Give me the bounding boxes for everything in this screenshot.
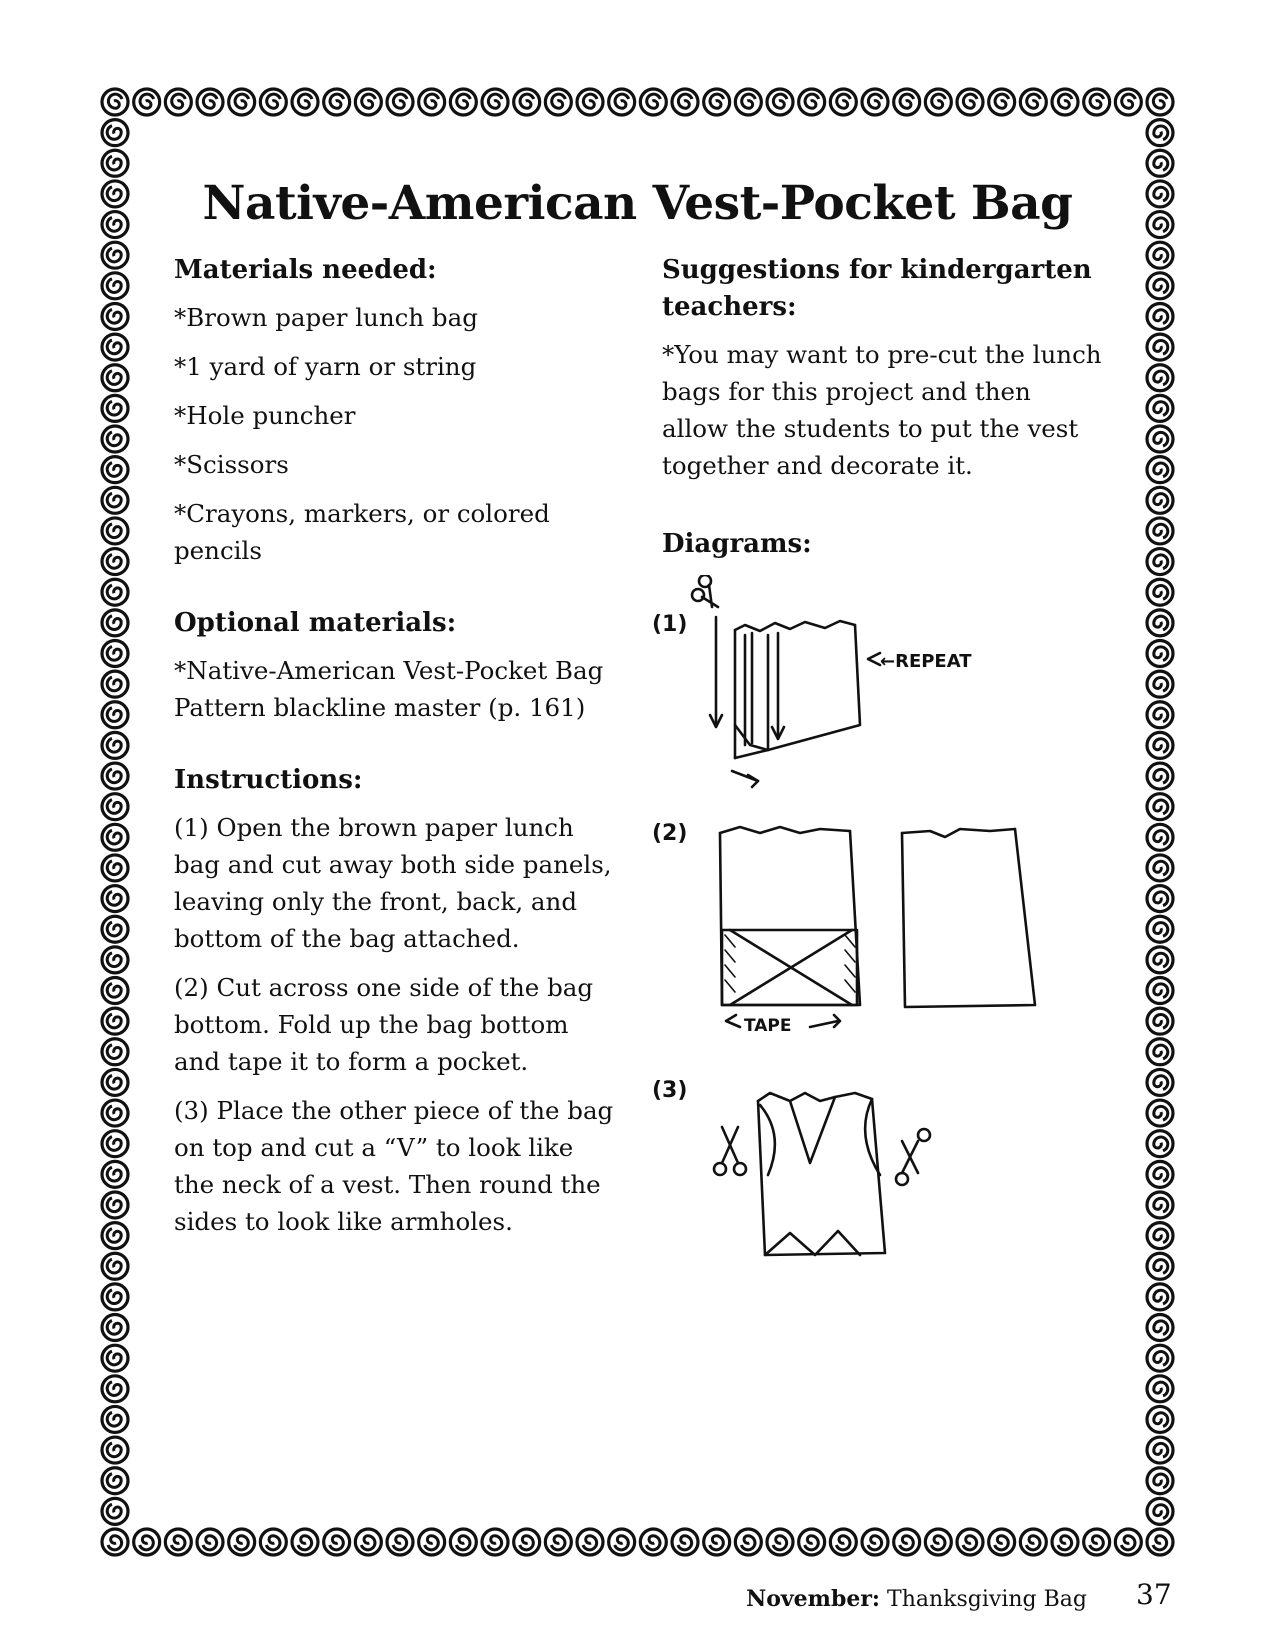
swirl-ornament [102,1039,128,1065]
swirl-ornament [1147,518,1173,544]
optional-material-item: *Native-American Vest-Pocket Bag Pattern blackline master (p. 161) [174,656,604,722]
instruction-diagrams [640,575,1110,1335]
swirl-ornament [419,89,445,115]
instruction-step-3: (3) Place the other piece of the bag on top and cut a “V” to look like the neck of a vest. Then round the sides to look like armholes. [174,1096,614,1236]
swirl-ornament [1147,640,1173,666]
swirl-ornament [1147,947,1173,973]
diagram-1-scissors-icon [692,575,718,607]
swirl-ornament [229,89,255,115]
swirl-ornament [1052,1529,1078,1555]
swirl-ornament [1147,824,1173,850]
swirl-ornament [102,1376,128,1402]
swirl-ornament [102,1284,128,1310]
swirl-ornament [134,1529,160,1555]
swirl-ornament [1147,732,1173,758]
swirl-ornament [1147,1100,1173,1126]
swirl-ornament [102,1315,128,1341]
swirl-ornament [482,1529,508,1555]
swirl-ornament [102,579,128,605]
swirl-ornament [419,1529,445,1555]
right-column [662,252,1102,573]
repeat-arrow-icon [868,653,880,665]
swirl-ornament [102,1008,128,1034]
swirl-ornament [514,89,540,115]
swirl-ornament [102,916,128,942]
swirl-ornament [102,365,128,391]
swirl-ornament [1147,242,1173,268]
swirl-ornament [1147,1406,1173,1432]
swirl-ornament [102,1345,128,1371]
swirl-ornament [450,89,476,115]
swirl-ornament [165,89,191,115]
swirl-ornament [1147,457,1173,483]
swirl-ornament [1147,1437,1173,1463]
swirl-ornament [609,1529,635,1555]
swirl-ornament [767,1529,793,1555]
swirl-ornament [292,1529,318,1555]
swirl-ornament [862,1529,888,1555]
swirl-ornament [704,1529,730,1555]
swirl-ornament [1147,1008,1173,1034]
swirl-ornament [102,242,128,268]
swirl-ornament [1147,395,1173,421]
swirl-ornament [894,89,920,115]
swirl-ornament [1147,1468,1173,1494]
swirl-ornament [1147,1039,1173,1065]
swirl-ornament [102,426,128,452]
diagram-3-vest-icon [758,1093,885,1255]
diagram-3-label: (3) [652,1078,688,1103]
material-item: *Brown paper lunch bag [174,303,478,332]
swirl-ornament [1147,89,1173,115]
material-item: *1 yard of yarn or string [174,352,477,381]
swirl-ornament [1147,579,1173,605]
swirl-ornament [102,549,128,575]
swirl-ornament [957,1529,983,1555]
border-swirls-left [102,120,128,1525]
swirl-ornament [1115,1529,1141,1555]
swirl-ornament [102,1100,128,1126]
swirl-ornament [799,1529,825,1555]
diagram-2-pocket-icon [720,827,860,1027]
swirl-ornament [102,640,128,666]
swirl-ornament [292,89,318,115]
page-title: Native-American Vest-Pocket Bag [202,176,1073,231]
border-swirls-bottom [102,1529,1173,1555]
swirl-ornament [1020,1529,1046,1555]
swirl-ornament [102,1529,128,1555]
swirl-ornament [1147,855,1173,881]
swirl-ornament [1147,794,1173,820]
swirl-ornament [1147,1529,1173,1555]
swirl-ornament [102,1253,128,1279]
swirl-ornament [1147,1345,1173,1371]
swirl-ornament [102,732,128,758]
swirl-ornament [577,1529,603,1555]
swirl-ornament [1147,1223,1173,1249]
swirl-ornament [102,395,128,421]
swirl-ornament [102,1437,128,1463]
swirl-ornament [197,89,223,115]
diagram-1-label: (1) [652,612,688,637]
swirl-ornament [197,1529,223,1555]
diagram-3-left-scissors-icon [714,1127,746,1175]
swirl-ornament [1115,89,1141,115]
footer-topic: Thanksgiving Bag [887,1587,1087,1612]
swirl-ornament [1147,1284,1173,1310]
swirl-ornament [1147,1131,1173,1157]
swirl-ornament [1147,1069,1173,1095]
swirl-ornament [1147,150,1173,176]
border-swirls-top [102,89,1173,115]
diagram-1-bag-icon [710,617,860,787]
swirl-ornament [102,1223,128,1249]
swirl-ornament [1084,1529,1110,1555]
swirl-ornament [102,1131,128,1157]
swirl-ornament [102,457,128,483]
swirl-ornament [767,89,793,115]
swirl-ornament [260,1529,286,1555]
swirl-ornament [1147,886,1173,912]
swirl-ornament [102,273,128,299]
swirl-ornament [609,89,635,115]
footer-section: November: [746,1586,881,1612]
swirl-ornament [1147,487,1173,513]
swirl-ornament [830,89,856,115]
swirl-ornament [450,1529,476,1555]
instructions-heading: Instructions: [174,765,363,795]
diagram-2-back-panel-icon [902,829,1035,1007]
swirl-ornament [102,978,128,1004]
swirl-ornament [704,89,730,115]
swirl-ornament [102,610,128,636]
swirl-ornament [482,89,508,115]
instruction-step-1: (1) Open the brown paper lunch bag and cut away both side panels, leaving only the front, back, and bottom of the bag attached. [174,813,612,953]
swirl-ornament [102,487,128,513]
swirl-ornament [672,89,698,115]
swirl-ornament [1147,303,1173,329]
swirl-ornament [1147,273,1173,299]
diagram-3-right-scissors-icon [896,1129,930,1185]
material-item: *Hole puncher [174,401,356,430]
swirl-ornament [672,1529,698,1555]
swirl-ornament [862,89,888,115]
swirl-ornament [102,150,128,176]
swirl-ornament [102,763,128,789]
swirl-ornament [102,855,128,881]
swirl-ornament [355,89,381,115]
swirl-ornament [799,89,825,115]
swirl-ornament [102,89,128,115]
swirl-ornament [102,1498,128,1524]
swirl-ornament [1084,89,1110,115]
swirl-ornament [387,1529,413,1555]
swirl-ornament [324,1529,350,1555]
swirl-ornament [134,89,160,115]
swirl-ornament [102,947,128,973]
swirl-ornament [102,886,128,912]
swirl-ornament [1147,1498,1173,1524]
swirl-ornament [1147,916,1173,942]
materials-heading: Materials needed: [174,255,437,285]
border-swirls-right [1147,120,1173,1525]
swirl-ornament [1147,549,1173,575]
swirl-ornament [640,89,666,115]
swirl-ornament [102,518,128,544]
swirl-ornament [1052,89,1078,115]
swirl-ornament [324,89,350,115]
suggestions-text: *You may want to pre-cut the lunch bags for this project and then allow the students to put the vest together and decorate it. [662,340,1102,480]
material-item: *Crayons, markers, or colored pencils [174,499,550,565]
swirl-ornament [102,334,128,360]
swirl-ornament [1147,365,1173,391]
swirl-ornament [925,1529,951,1555]
swirl-ornament [514,1529,540,1555]
repeat-label: ←REPEAT [880,651,972,672]
material-item: *Scissors [174,450,289,479]
page-number: 37 [1136,1578,1172,1611]
swirl-ornament [355,1529,381,1555]
swirl-ornament [1147,334,1173,360]
swirl-ornament [102,702,128,728]
swirl-ornament [989,1529,1015,1555]
swirl-ornament [1147,1161,1173,1187]
swirl-ornament [640,1529,666,1555]
swirl-ornament [102,120,128,146]
swirl-ornament [1147,1315,1173,1341]
swirl-ornament [1147,978,1173,1004]
swirl-ornament [1147,702,1173,728]
swirl-ornament [1147,1376,1173,1402]
swirl-ornament [102,1192,128,1218]
swirl-ornament [260,89,286,115]
swirl-ornament [735,1529,761,1555]
swirl-ornament [102,794,128,820]
swirl-ornament [1147,671,1173,697]
swirl-ornament [1147,1253,1173,1279]
swirl-ornament [989,89,1015,115]
swirl-ornament [102,1406,128,1432]
swirl-ornament [545,1529,571,1555]
swirl-ornament [387,89,413,115]
left-column [174,252,614,1252]
swirl-ornament [1147,763,1173,789]
swirl-ornament [735,89,761,115]
swirl-ornament [894,1529,920,1555]
page-footer [746,1586,1087,1612]
swirl-ornament [102,1069,128,1095]
swirl-ornament [830,1529,856,1555]
swirl-ornament [1147,1192,1173,1218]
swirl-ornament [1147,120,1173,146]
suggestions-heading: Suggestions for kindergarten teachers: [662,255,1092,322]
swirl-ornament [102,1161,128,1187]
swirl-ornament [102,671,128,697]
optional-materials-heading: Optional materials: [174,608,457,638]
swirl-ornament [1147,426,1173,452]
instruction-step-2: (2) Cut across one side of the bag bottom. Fold up the bag bottom and tape it to form a pocket. [174,973,594,1076]
swirl-ornament [102,824,128,850]
swirl-ornament [1020,89,1046,115]
diagram-2-label: (2) [652,821,688,846]
swirl-ornament [577,89,603,115]
swirl-ornament [1147,610,1173,636]
swirl-ornament [102,303,128,329]
diagrams-heading: Diagrams: [662,529,812,559]
swirl-ornament [165,1529,191,1555]
swirl-ornament [545,89,571,115]
swirl-ornament [102,1468,128,1494]
swirl-ornament [925,89,951,115]
swirl-ornament [229,1529,255,1555]
swirl-ornament [957,89,983,115]
tape-label: TAPE [744,1016,792,1036]
